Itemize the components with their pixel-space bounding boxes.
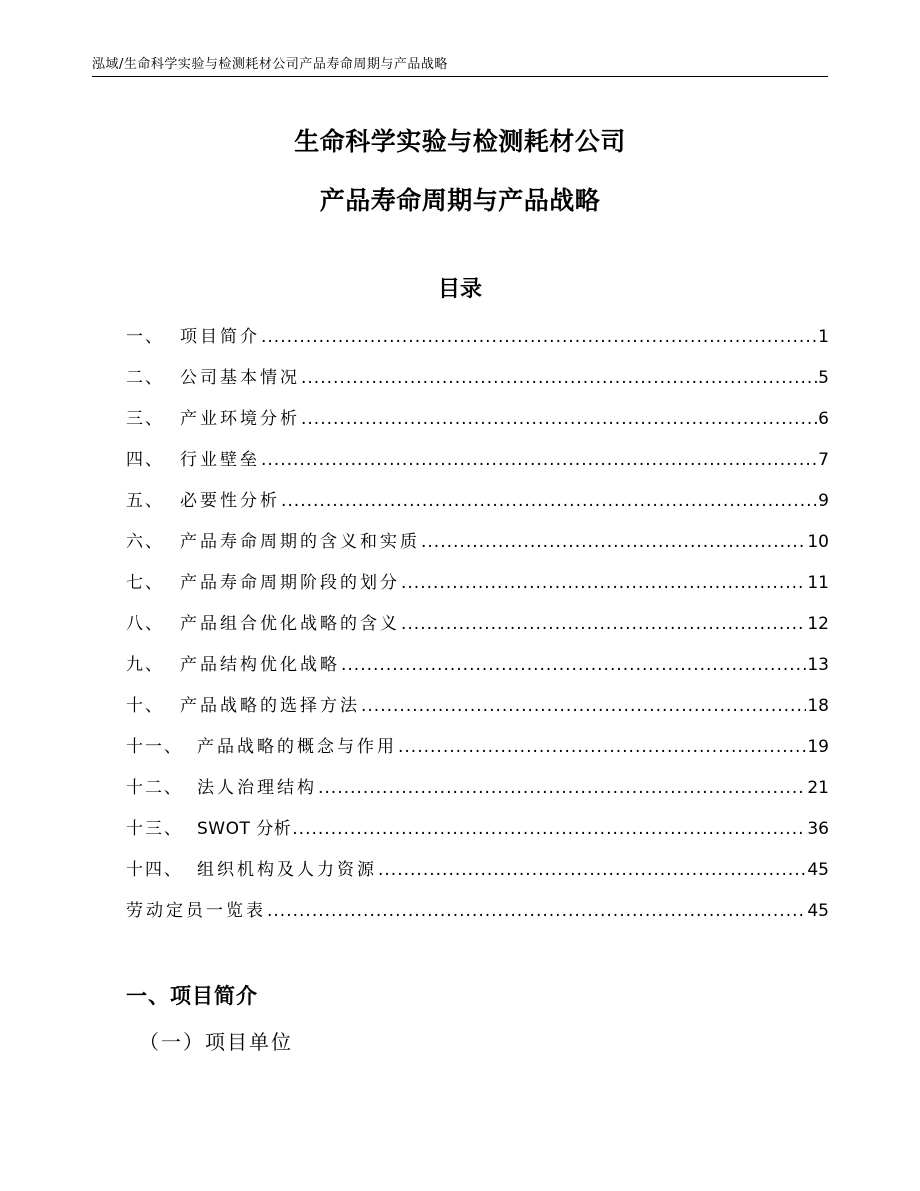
toc-entry-page: 7: [818, 450, 829, 470]
toc-entry-number: 六、: [126, 532, 164, 552]
toc-entry-label: 产品结构优化战略: [180, 655, 340, 675]
table-of-contents: [126, 323, 829, 938]
document-title-line2: 产品寿命周期与产品战略: [319, 186, 601, 215]
toc-dot-leader: [361, 692, 806, 720]
toc-entry-number: 七、: [126, 573, 164, 593]
toc-entry-9[interactable]: [126, 651, 829, 692]
toc-dot-leader: [261, 446, 817, 474]
toc-entry-page: 13: [807, 655, 829, 675]
document-title-line1: 生命科学实验与检测耗材公司: [294, 127, 626, 156]
toc-entry-label: 公司基本情况: [180, 368, 300, 388]
toc-entry-number: 二、: [126, 368, 164, 388]
toc-entry-label: 产品战略的选择方法: [180, 696, 360, 716]
toc-dot-leader: [341, 651, 806, 679]
toc-entry-label: 组织机构及人力资源: [197, 860, 377, 880]
toc-entry-page: 21: [807, 778, 829, 798]
toc-entry-number: 五、: [126, 491, 164, 511]
toc-dot-leader: [261, 323, 817, 351]
toc-dot-leader: [292, 815, 806, 843]
toc-entry-12[interactable]: [126, 774, 829, 815]
toc-entry-number: 十三、: [126, 819, 183, 839]
toc-dot-leader: [267, 897, 806, 925]
running-header: 泓域/生命科学实验与检测耗材公司产品寿命周期与产品战略: [92, 57, 448, 72]
toc-dot-leader: [301, 405, 817, 433]
toc-entry-page: 18: [807, 696, 829, 716]
toc-dot-leader: [281, 487, 817, 515]
toc-entry-15[interactable]: [126, 897, 829, 938]
toc-entry-number: 三、: [126, 409, 164, 429]
toc-entry-label: 劳动定员一览表: [126, 901, 266, 921]
toc-entry-number: 一、: [126, 327, 164, 347]
toc-entry-label: 必要性分析: [180, 491, 280, 511]
toc-dot-leader: [301, 364, 817, 392]
toc-entry-label: 法人治理结构: [197, 778, 317, 798]
toc-entry-number: 十一、: [126, 737, 183, 757]
toc-entry-page: 19: [807, 737, 829, 757]
toc-entry-label: 行业壁垒: [180, 450, 260, 470]
toc-entry-2[interactable]: [126, 364, 829, 405]
toc-entry-page: 5: [818, 368, 829, 388]
toc-entry-label: 产品寿命周期的含义和实质: [180, 532, 420, 552]
toc-entry-3[interactable]: [126, 405, 829, 446]
toc-entry-page: 10: [807, 532, 829, 552]
toc-entry-number: 四、: [126, 450, 164, 470]
toc-entry-page: 45: [807, 860, 829, 880]
toc-dot-leader: [401, 569, 806, 597]
toc-entry-label: SWOT 分析: [197, 819, 292, 839]
toc-entry-page: 11: [807, 573, 829, 593]
subsection-heading: （一）项目单位: [139, 1030, 293, 1054]
toc-entry-4[interactable]: [126, 446, 829, 487]
toc-entry-1[interactable]: [126, 323, 829, 364]
toc-dot-leader: [401, 610, 806, 638]
toc-entry-label: 产品寿命周期阶段的划分: [180, 573, 400, 593]
toc-entry-5[interactable]: [126, 487, 829, 528]
toc-entry-number: 十、: [126, 696, 164, 716]
toc-entry-number: 九、: [126, 655, 164, 675]
toc-entry-label: 产品组合优化战略的含义: [180, 614, 400, 634]
toc-entry-11[interactable]: [126, 733, 829, 774]
toc-entry-page: 1: [818, 327, 829, 347]
toc-entry-14[interactable]: [126, 856, 829, 897]
header-rule: [92, 76, 828, 77]
toc-entry-page: 45: [807, 901, 829, 921]
toc-heading: 目录: [437, 277, 482, 302]
section-heading: 一、项目简介: [126, 984, 258, 1008]
toc-entry-10[interactable]: [126, 692, 829, 733]
toc-entry-label: 项目简介: [180, 327, 260, 347]
toc-entry-7[interactable]: [126, 569, 829, 610]
toc-dot-leader: [421, 528, 806, 556]
toc-entry-6[interactable]: [126, 528, 829, 569]
toc-entry-8[interactable]: [126, 610, 829, 651]
toc-dot-leader: [378, 856, 806, 884]
toc-entry-number: 八、: [126, 614, 164, 634]
toc-entry-page: 12: [807, 614, 829, 634]
toc-entry-13[interactable]: [126, 815, 829, 856]
toc-entry-label: 产业环境分析: [180, 409, 300, 429]
toc-entry-page: 9: [818, 491, 829, 511]
toc-entry-label: 产品战略的概念与作用: [197, 737, 397, 757]
toc-entry-page: 36: [807, 819, 829, 839]
toc-entry-page: 6: [818, 409, 829, 429]
toc-entry-number: 十二、: [126, 778, 183, 798]
toc-entry-number: 十四、: [126, 860, 183, 880]
toc-dot-leader: [398, 733, 806, 761]
toc-dot-leader: [318, 774, 806, 802]
